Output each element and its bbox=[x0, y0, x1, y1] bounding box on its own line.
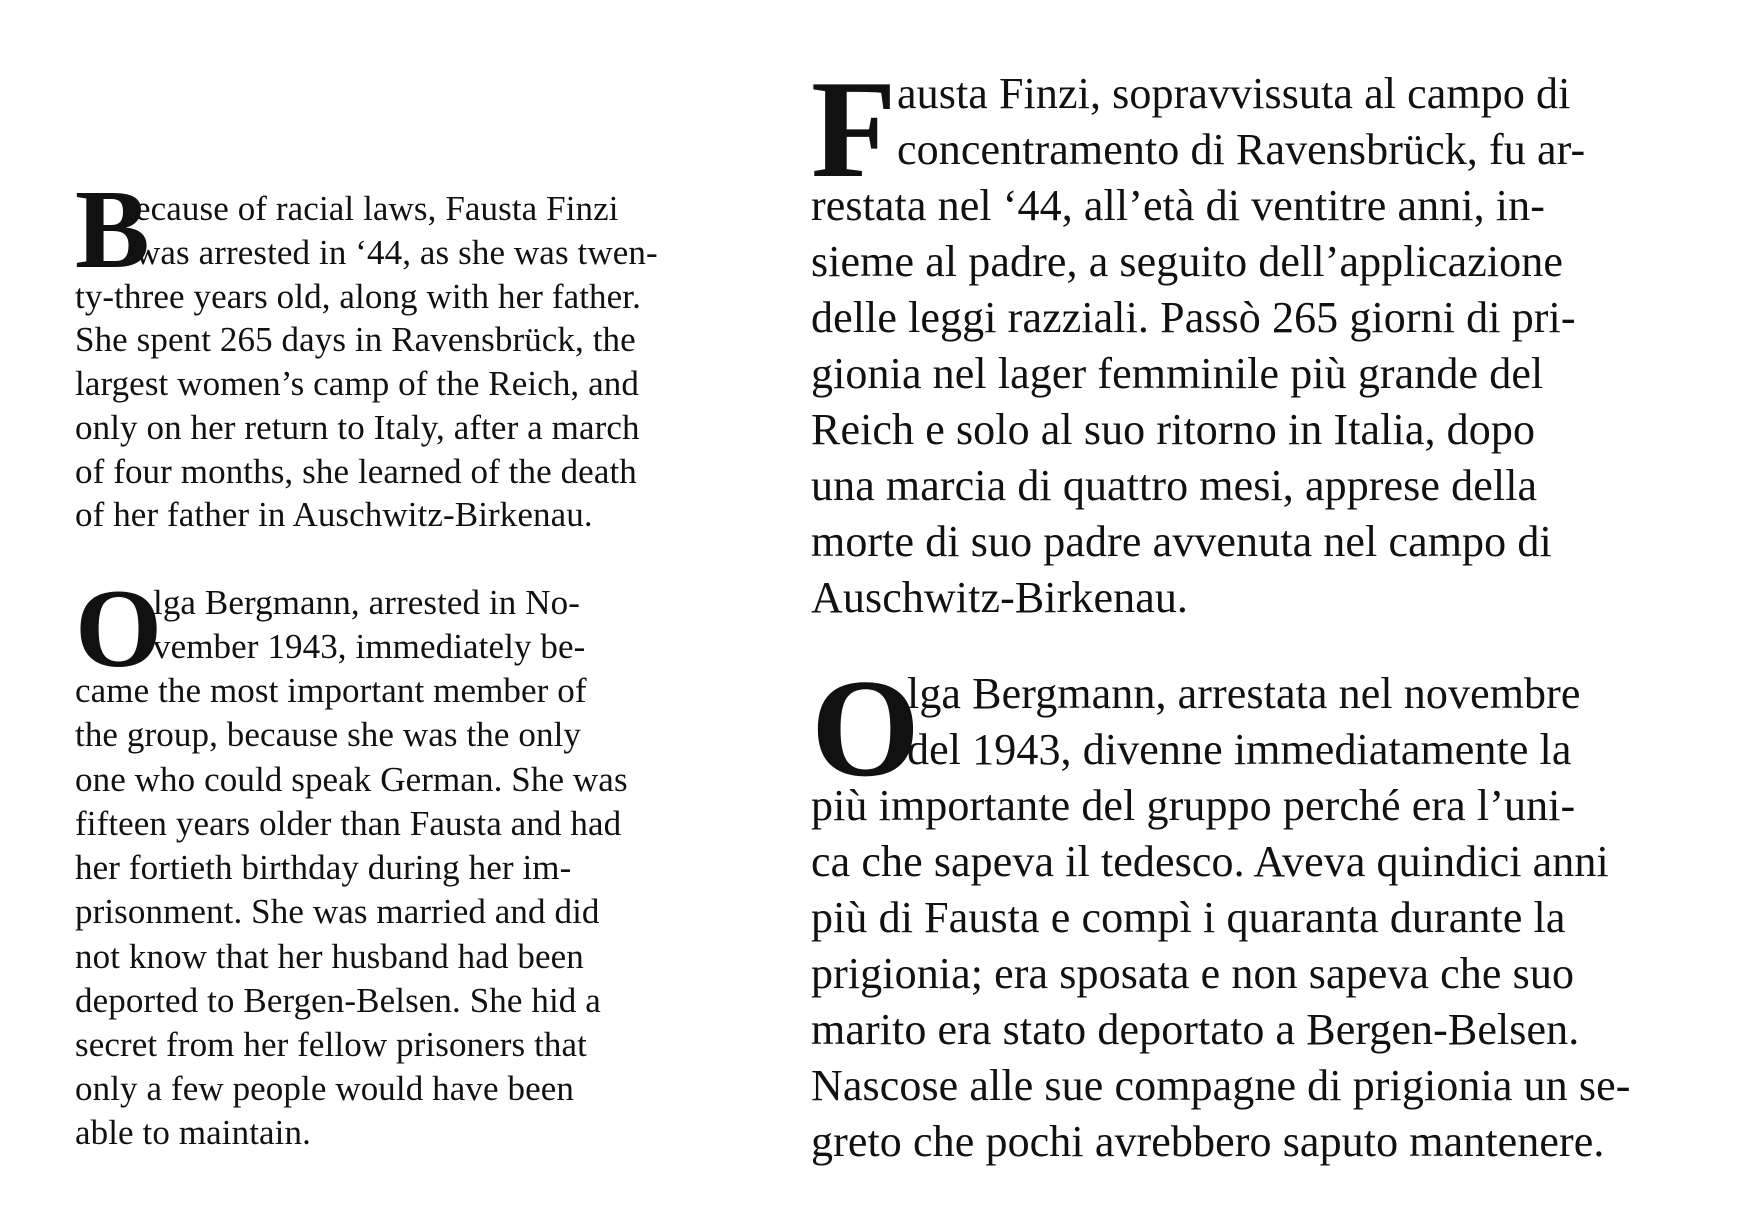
text-line: one who could speak German. She was bbox=[75, 760, 628, 799]
text-line: greto che pochi avrebbero saputo mantenere. bbox=[811, 1117, 1605, 1166]
text-line: Nascose alle sue compagne di prigionia un se- bbox=[811, 1061, 1631, 1110]
text-line: ty-three years old, along with her father. bbox=[75, 277, 641, 316]
text-line: came the most important member of bbox=[75, 671, 587, 710]
text-line: Auschwitz-Birkenau. bbox=[811, 573, 1189, 622]
text-line: not know that her husband had been bbox=[75, 937, 584, 976]
text-line: delle leggi razziali. Passò 265 giorni di pri- bbox=[811, 293, 1576, 342]
text-line: only on her return to Italy, after a march bbox=[75, 408, 640, 447]
text-line: fifteen years older than Fausta and had bbox=[75, 804, 622, 843]
text-line: restata nel ‘44, all’età di ventitre anni, in- bbox=[811, 181, 1545, 230]
dropcap-letter: B bbox=[75, 168, 150, 292]
dropcap-letter: F bbox=[811, 52, 897, 207]
text-line: una marcia di quattro mesi, apprese della bbox=[811, 461, 1538, 510]
dropcap-letter: O bbox=[75, 567, 163, 691]
text-line: del 1943, divenne immediatamente la bbox=[907, 725, 1572, 774]
text-line: prisonment. She was married and did bbox=[75, 892, 600, 931]
text-line: morte di suo padre avvenuta nel campo di bbox=[811, 517, 1552, 566]
text-line: ecause of racial laws, Fausta Finzi bbox=[135, 189, 619, 228]
text-line: prigionia; era sposata e non sapeva che suo bbox=[811, 949, 1575, 998]
text-line: of four months, she learned of the death bbox=[75, 452, 637, 491]
text-line: più di Fausta e compì i quaranta durante la bbox=[811, 893, 1566, 942]
text-line: sieme al padre, a seguito dell’applicazione bbox=[811, 237, 1563, 286]
text-line: largest women’s camp of the Reich, and bbox=[75, 364, 639, 403]
text-line: was arrested in ‘44, as she was twen- bbox=[135, 233, 658, 272]
text-line: her fortieth birthday during her im- bbox=[75, 848, 572, 887]
text-line: marito era stato deportato a Bergen-Belsen. bbox=[811, 1005, 1580, 1054]
text-line: lga Bergmann, arrestata nel novembre bbox=[907, 669, 1581, 718]
text-line: austa Finzi, sopravvissuta al campo di bbox=[897, 69, 1571, 118]
text-line: secret from her fellow prisoners that bbox=[75, 1025, 587, 1064]
text-line: She spent 265 days in Ravensbrück, the bbox=[75, 320, 636, 359]
text-line: Reich e solo al suo ritorno in Italia, dopo bbox=[811, 405, 1536, 454]
text-line: lga Bergmann, arrested in No- bbox=[153, 583, 580, 622]
text-line: deported to Bergen-Belsen. She hid a bbox=[75, 981, 601, 1020]
text-line: only a few people would have been bbox=[75, 1069, 574, 1108]
text-line: gionia nel lager femminile più grande del bbox=[811, 349, 1544, 398]
text-line: able to maintain. bbox=[75, 1113, 311, 1152]
text-line: concentramento di Ravensbrück, fu ar- bbox=[897, 125, 1586, 174]
text-line: ca che sapeva il tedesco. Aveva quindici anni bbox=[811, 837, 1609, 886]
text-line: più importante del gruppo perché era l’uni- bbox=[811, 781, 1576, 830]
dropcap-letter: O bbox=[811, 651, 920, 806]
text-line: of her father in Auschwitz-Birkenau. bbox=[75, 495, 593, 534]
text-line: vember 1943, immediately be- bbox=[153, 627, 586, 666]
text-line: the group, because she was the only bbox=[75, 715, 581, 754]
